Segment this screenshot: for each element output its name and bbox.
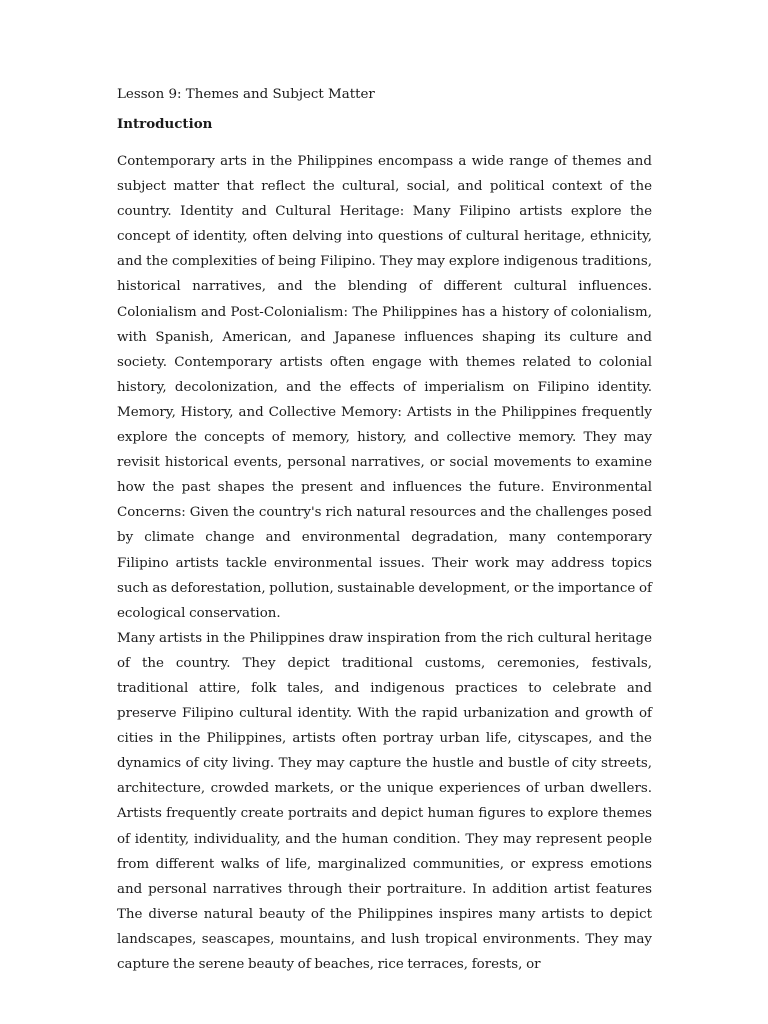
document-body xyxy=(117,86,652,977)
section-heading-introduction: Introduction xyxy=(117,116,213,132)
paragraph-intro-themes: Contemporary arts in the Philippines encompass a wide range of themes and subject matter that reflect the cultural, social, and political context of the country. Identity and Cultural Heritage: Many Filipino artists explore the concept of identity, often delving into questions of cultural heritage, ethnicity, and the complexities of being Filipino. They may explore indigenous traditions, historical narratives, and the blending of different cultural influences. Colonialism and Post-Colonialism: The Philippines has a history of colonialism, with Spanish, American, and Japanese influences shaping its culture and society. Contemporary artists often engage with themes related to colonial history, decolonization, and the effects of imperialism on Filipino identity. Memory, History, and Collective Memory: Artists in the Philippines frequently explore the concepts of memory, history, and collective memory. They may revisit historical events, personal narratives, or social movements to examine how the past shapes the present and influences the future. Environmental Concerns: Given the country's rich natural resources and the challenges posed by climate change and environmental degradation, many contemporary Filipino artists tackle environmental issues. Their work may address topics such as deforestation, pollution, sustainable development, or the importance of ecological conservation. xyxy=(117,154,652,621)
paragraph-cultural-heritage: Many artists in the Philippines draw inspiration from the rich cultural heritage of the country. They depict traditional customs, ceremonies, festivals, traditional attire, folk tales, and indigenous practices to celebrate and preserve Filipino cultural identity. With the rapid urbanization and growth of cities in the Philippines, artists often portray urban life, cityscapes, and the dynamics of city living. They may capture the hustle and bustle of city streets, architecture, crowded markets, or the unique experiences of urban dwellers. Artists frequently create portraits and depict human figures to explore themes of identity, individuality, and the human condition. They may represent people from different walks of life, marginalized communities, or express emotions and personal narratives through their portraiture. In addition artist features The diverse natural beauty of the Philippines inspires many artists to depict landscapes, seascapes, mountains, and lush tropical environments. They may capture the serene beauty of beaches, rice terraces, forests, or xyxy=(117,630,652,972)
lesson-title: Lesson 9: Themes and Subject Matter xyxy=(117,87,375,102)
